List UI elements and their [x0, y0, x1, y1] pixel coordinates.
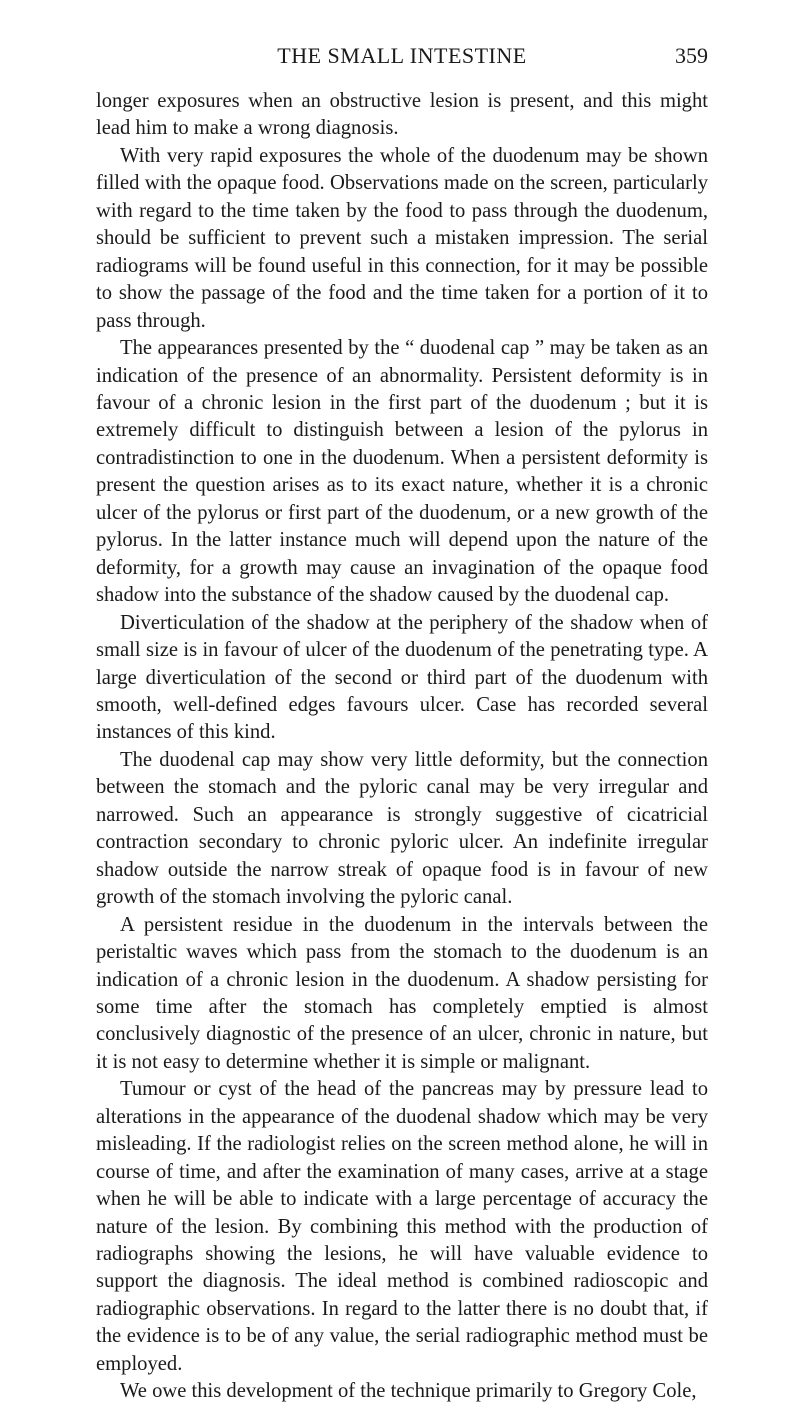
paragraph: The duodenal cap may show very little deformity, but the connection between the stomach and the pyloric canal may be very irregular and narrowed. Such an appearance is strongly suggestive of cicatricial contraction secondary to chronic pyloric ulcer. An indefinite irregular shadow outside the narrow streak of opaque food is in favour of new growth of the stomach involving the pyloric canal.	[96, 748, 708, 909]
running-title: THE SMALL INTESTINE	[277, 43, 527, 68]
paragraph: longer exposures when an obstructive lesion is present, and this might lead him to make a wrong diagnosis.	[96, 90, 708, 140]
paragraph: A persistent residue in the duodenum in the intervals between the peristaltic waves which pass from the stomach to the duodenum is an indication of a chronic lesion in the duodenum. A shadow persisting for some time after the stomach has completely emptied is almost conclusively diagnostic of the presence of an ulcer, chronic in nature, but it is not easy to determine whether it is simple or malignant.	[96, 913, 708, 1073]
paragraph: The appearances presented by the “ duodenal cap ” may be taken as an indication of the presence of an abnormality. Persistent deformity is in favour of a chronic lesion in the first part of the duodenum ; but it is extremely difficult to distinguish between a lesion of the pylorus in contradistinction to one in the duodenum. When a persistent deformity is present the question arises as to its exact nature, whether it is a chronic ulcer of the pylorus or first part of the duodenum, or a new growth of the pylorus. In the latter instance much will depend upon the nature of the deformity, for a growth may cause an invagination of the opaque food shadow into the substance of the shadow caused by the duodenal cap.	[96, 337, 708, 607]
book-page	[96, 40, 708, 1406]
paragraph: With very rapid exposures the whole of the duodenum may be shown filled with the opaque food. Observations made on the screen, particularly with regard to the time taken by the food to pass through the duodenum, should be sufficient to prevent such a mistaken impression. The serial radiograms will be found useful in this connection, for it may be possible to show the passage of the food and the time taken for a portion of it to pass through.	[96, 144, 708, 332]
paragraph: Tumour or cyst of the head of the pancreas may by pressure lead to alterations in the appearance of the duodenal shadow which may be very misleading. If the radiologist relies on the screen method alone, he will in course of time, and after the examination of many cases, arrive at a stage when he will be able to indicate with a large percentage of accuracy the nature of the lesion. By combining this method with the production of radiographs showing the lesions, he will have valuable evidence to support the diagnosis. The ideal method is combined radioscopic and radiographic observations. In regard to the latter there is no doubt that, if the evidence is to be of any value, the serial radiographic method must be employed.	[96, 1078, 708, 1375]
running-head	[96, 40, 708, 74]
page-number: 359	[675, 43, 708, 68]
body-text	[96, 88, 708, 1406]
paragraph: Diverticulation of the shadow at the periphery of the shadow when of small size is in favour of ulcer of the duodenum of the penetrating type. A large diverticulation of the second or third part of the duodenum with smooth, well-defined edges favours ulcer. Case has recorded several instances of this kind.	[96, 611, 708, 744]
paragraph: We owe this development of the technique primarily to Gregory Cole,	[120, 1380, 697, 1403]
